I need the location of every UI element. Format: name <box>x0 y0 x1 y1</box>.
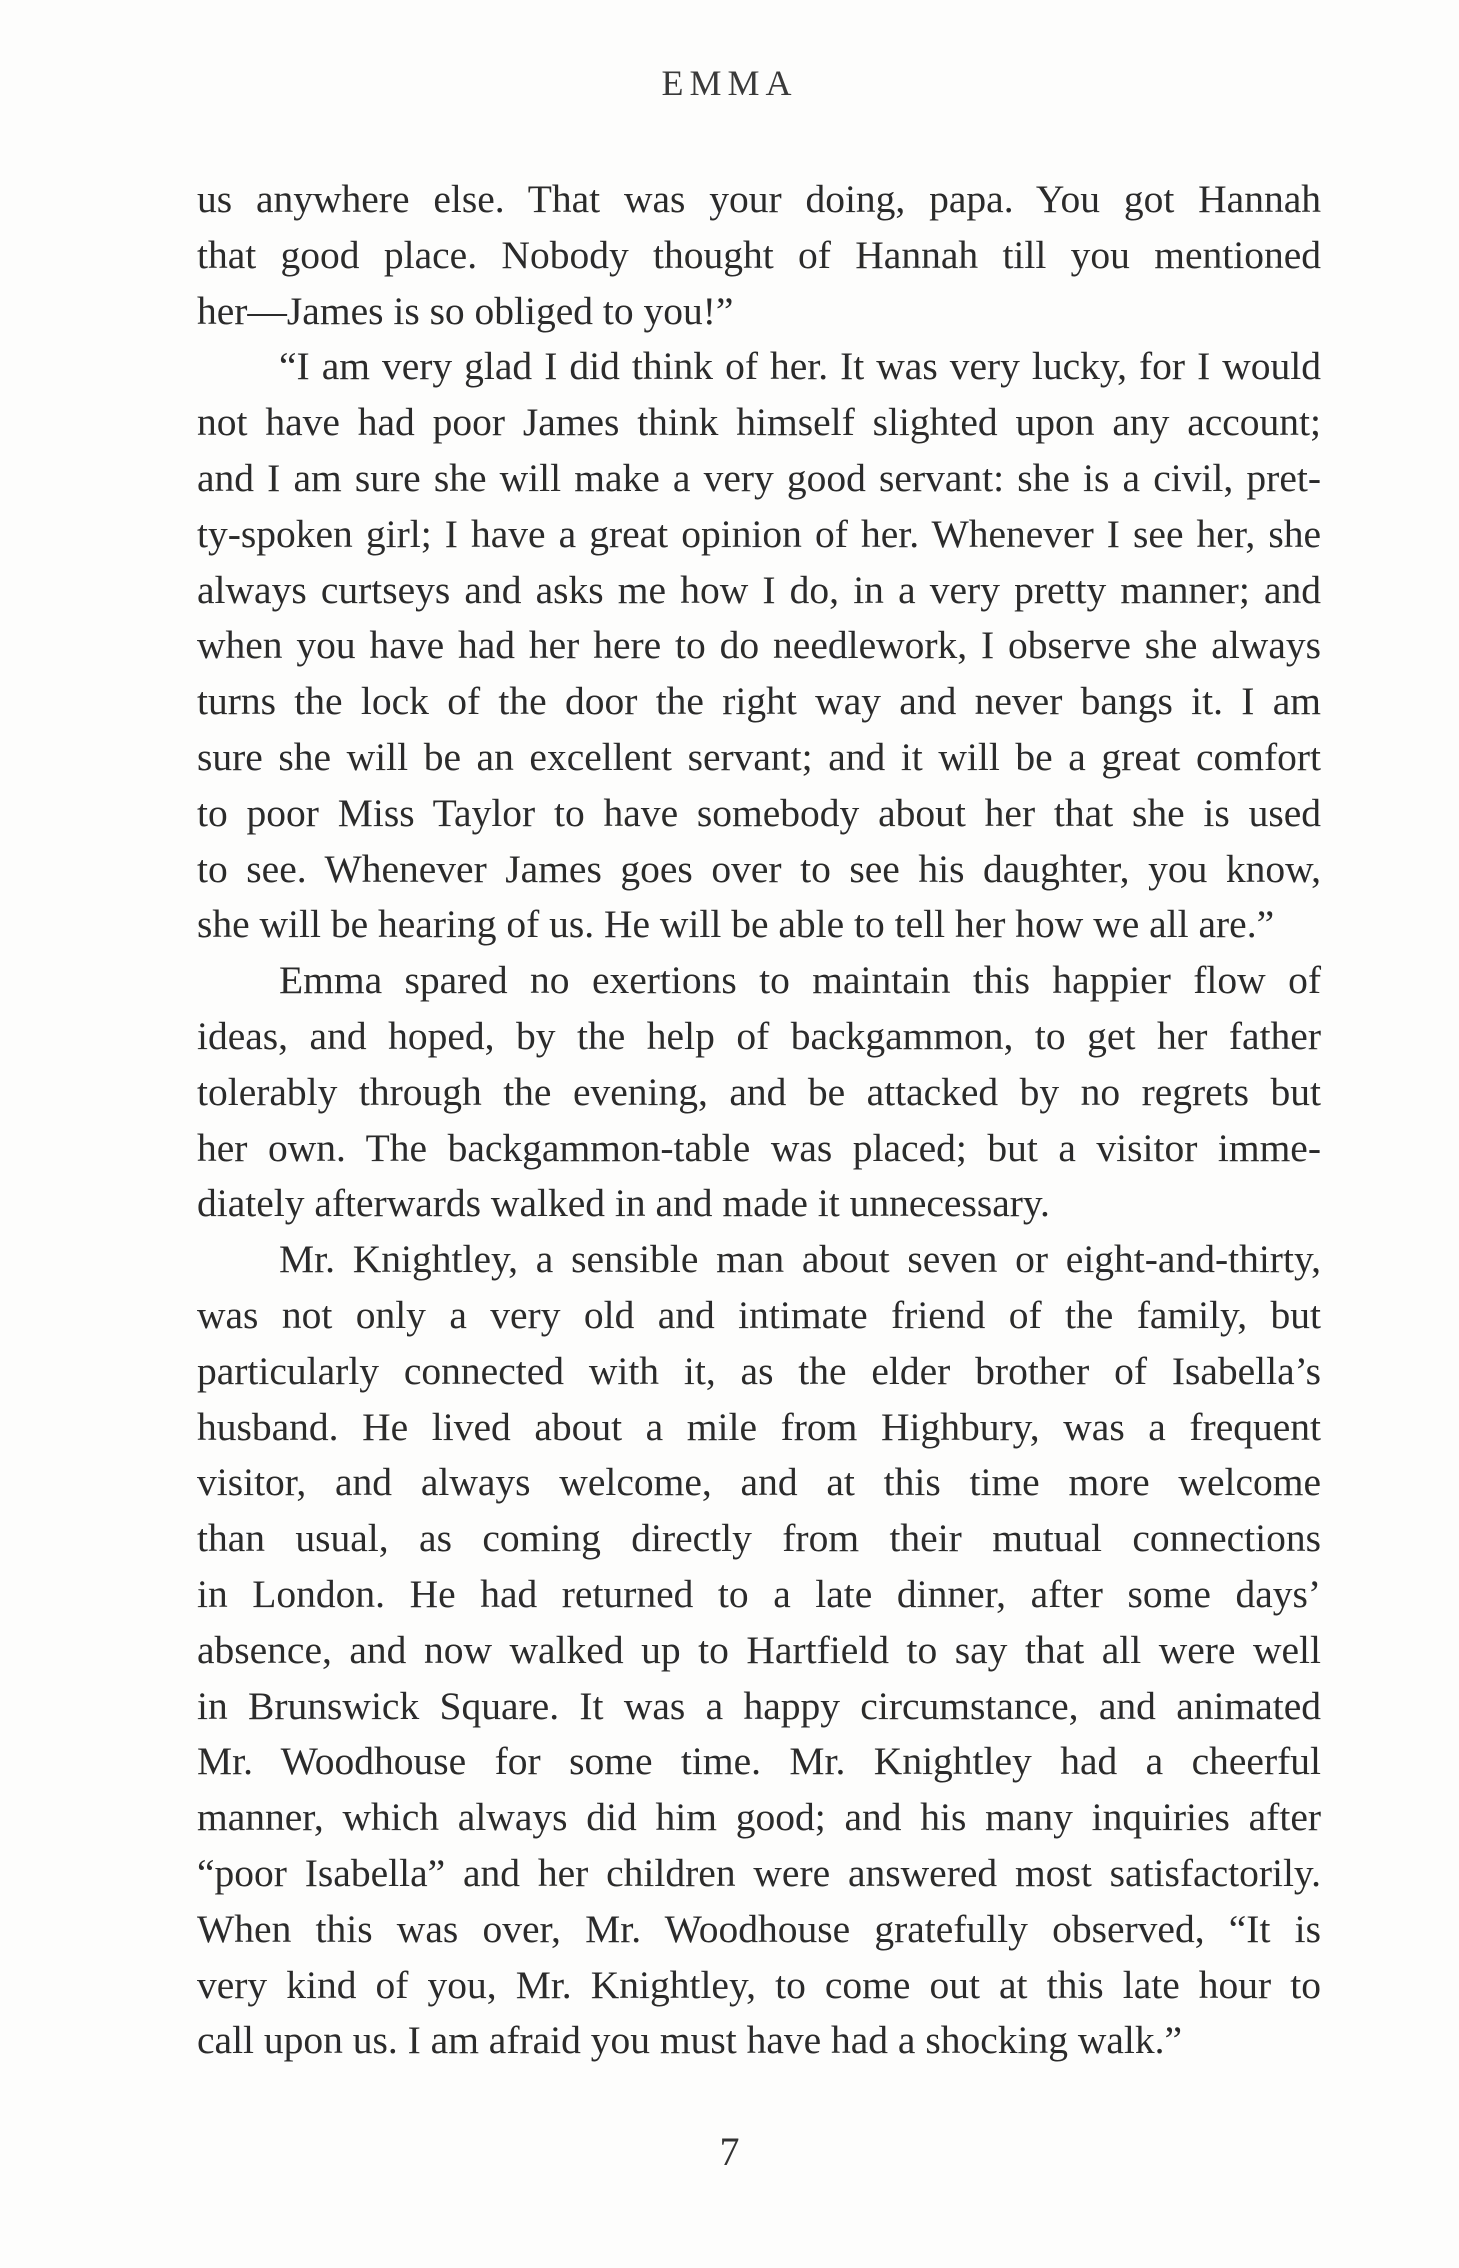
text-line: her own. The backgammon-table was placed; but a visitor imme- <box>197 1125 1321 1170</box>
text-line: ty-spoken girl; I have a great opinion of her. Whenever I see her, she <box>197 511 1321 556</box>
text-line: and I am sure she will make a very good servant: she is a civil, pret- <box>197 455 1321 500</box>
text-line: to see. Whenever James goes over to see his daughter, you know, <box>197 846 1321 891</box>
text-line: visitor, and always welcome, and at this time more welcome <box>197 1460 1321 1505</box>
text-line: that good place. Nobody thought of Hannah till you mentioned <box>197 232 1321 277</box>
body-text <box>197 172 1321 2069</box>
text-line: call upon us. I am afraid you must have had a shocking walk.” <box>197 2018 1183 2063</box>
text-line: her—James is so obliged to you!” <box>197 288 734 333</box>
running-header: EMMA <box>661 63 798 103</box>
text-line: to poor Miss Taylor to have somebody about her that she is used <box>197 790 1321 835</box>
text-line: ideas, and hoped, by the help of backgammon, to get her father <box>197 1013 1321 1058</box>
text-line: Emma spared no exertions to maintain this happier flow of <box>279 958 1321 1003</box>
text-line: manner, which always did him good; and his many inquiries after <box>197 1795 1321 1840</box>
text-line: “poor Isabella” and her children were answered most satisfactorily. <box>197 1850 1321 1895</box>
text-line: particularly connected with it, as the elder brother of Isabella’s <box>197 1348 1321 1393</box>
text-line: in Brunswick Square. It was a happy circumstance, and animated <box>197 1683 1321 1728</box>
text-line: diately afterwards walked in and made it unnecessary. <box>197 1181 1050 1226</box>
text-line: sure she will be an excellent servant; and it will be a great comfort <box>197 734 1321 779</box>
text-line: not have had poor James think himself slighted upon any account; <box>197 400 1321 445</box>
text-line: Mr. Woodhouse for some time. Mr. Knightley had a cheerful <box>197 1739 1321 1784</box>
text-line: always curtseys and asks me how I do, in a very pretty manner; and <box>197 567 1321 612</box>
text-line: husband. He lived about a mile from Highbury, was a frequent <box>197 1404 1321 1449</box>
text-line: absence, and now walked up to Hartfield to say that all were well <box>197 1627 1321 1672</box>
text-line: than usual, as coming directly from their mutual connections <box>197 1516 1321 1561</box>
text-line: very kind of you, Mr. Knightley, to come out at this late hour to <box>197 1962 1321 2007</box>
text-line: when you have had her here to do needlework, I observe she always <box>197 623 1321 668</box>
text-line: “I am very glad I did think of her. It was very lucky, for I would <box>279 344 1321 389</box>
text-line: was not only a very old and intimate friend of the family, but <box>197 1292 1321 1337</box>
text-line: us anywhere else. That was your doing, papa. You got Hannah <box>197 177 1321 221</box>
text-line: When this was over, Mr. Woodhouse gratefully observed, “It is <box>197 1906 1321 1951</box>
text-line: in London. He had returned to a late dinner, after some days’ <box>197 1571 1321 1616</box>
text-line: tolerably through the evening, and be attacked by no regrets but <box>197 1069 1321 1114</box>
text-line: she will be hearing of us. He will be able to tell her how we all are.” <box>197 902 1275 947</box>
page-number: 7 <box>719 2129 740 2174</box>
text-line: Mr. Knightley, a sensible man about seven or eight-and-thirty, <box>279 1237 1321 1282</box>
text-line: turns the lock of the door the right way and never bangs it. I am <box>197 679 1321 724</box>
